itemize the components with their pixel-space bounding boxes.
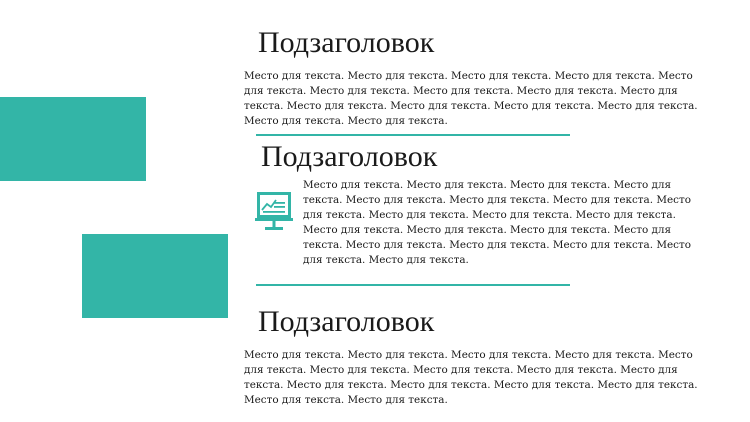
- section-3-text: Место для текста. Место для текста. Место для текста. Место для текста. Место для текста. Место для текста. Место для текста. Место для текста. Место для текста. Место для текста. Место для текста. Место для текста. Место для текста. Место для текста. Место для текста.: [244, 349, 698, 406]
- section-2-heading: Подзаголовок: [261, 140, 438, 173]
- teal-block-upper: [0, 97, 146, 181]
- section-2-text: Место для текста. Место для текста. Место для текста. Место для текста. Место для текста. Место для текста. Место для текста. Место для текста. Место для текста. Место для текста. Место для текста. Место для текста. Место для текста. Место для текста. Место для текста. Место для текста. Место для текста. Место для текста. Место для текста. Место для текста.: [303, 179, 691, 266]
- divider-line-2: [256, 284, 570, 286]
- teal-block-lower: [82, 234, 228, 318]
- section-1-heading: Подзаголовок: [258, 26, 435, 59]
- section-3-heading: Подзаголовок: [258, 305, 435, 338]
- presentation-board-icon: [254, 190, 294, 232]
- divider-line-1: [256, 134, 570, 136]
- section-1-text: Место для текста. Место для текста. Место для текста. Место для текста. Место для текста. Место для текста. Место для текста. Место для текста. Место для текста. Место для текста. Место для текста. Место для текста. Место для текста. Место для текста. Место для текста.: [244, 70, 698, 127]
